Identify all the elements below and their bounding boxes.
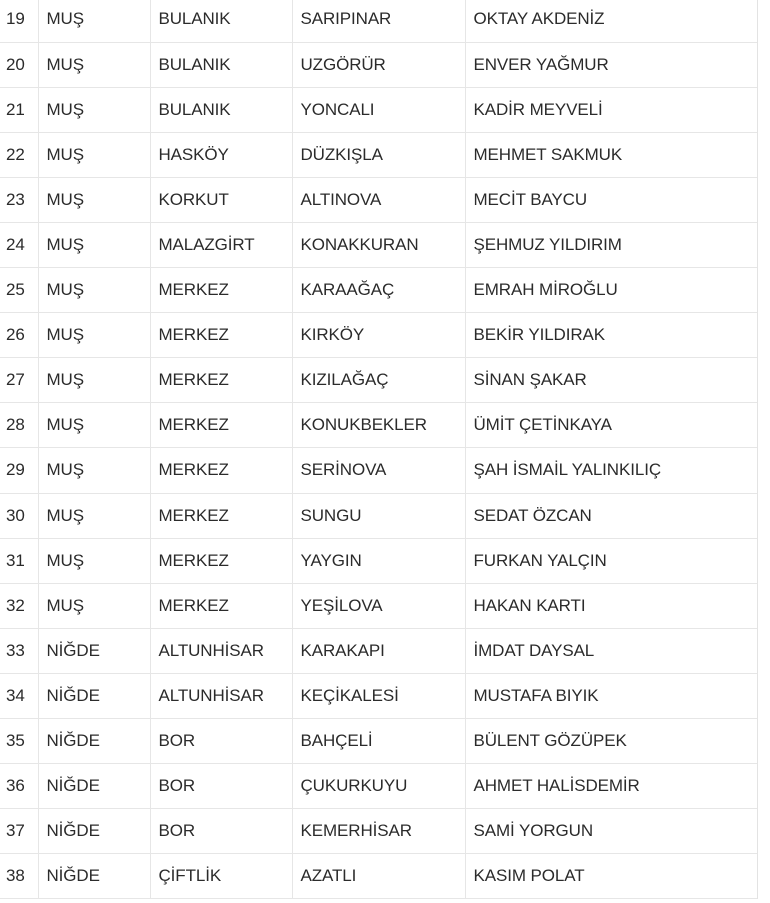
province-cell: NİĞDE bbox=[38, 719, 150, 764]
name-cell: ŞAH İSMAİL YALINKILIÇ bbox=[465, 448, 757, 493]
province-cell: MUŞ bbox=[38, 222, 150, 267]
village-cell: KIZILAĞAÇ bbox=[292, 358, 465, 403]
village-cell: ÇUKURKUYU bbox=[292, 764, 465, 809]
name-cell: ENVER YAĞMUR bbox=[465, 42, 757, 87]
row-number: 35 bbox=[0, 719, 38, 764]
row-number: 28 bbox=[0, 403, 38, 448]
province-cell: MUŞ bbox=[38, 403, 150, 448]
district-cell: BULANIK bbox=[150, 0, 292, 42]
name-cell: EMRAH MİROĞLU bbox=[465, 268, 757, 313]
row-number: 36 bbox=[0, 764, 38, 809]
village-cell: UZGÖRÜR bbox=[292, 42, 465, 87]
name-cell: MUSTAFA BIYIK bbox=[465, 673, 757, 718]
village-cell: AZATLI bbox=[292, 854, 465, 899]
district-cell: BOR bbox=[150, 719, 292, 764]
row-number: 37 bbox=[0, 809, 38, 854]
name-cell: AHMET HALİSDEMİR bbox=[465, 764, 757, 809]
table-row bbox=[0, 358, 757, 403]
table-row bbox=[0, 0, 757, 42]
province-cell: NİĞDE bbox=[38, 809, 150, 854]
name-cell: ÜMİT ÇETİNKAYA bbox=[465, 403, 757, 448]
row-number: 20 bbox=[0, 42, 38, 87]
village-cell: KONAKKURAN bbox=[292, 222, 465, 267]
row-number: 27 bbox=[0, 358, 38, 403]
province-cell: MUŞ bbox=[38, 448, 150, 493]
village-cell: KIRKÖY bbox=[292, 313, 465, 358]
table-row bbox=[0, 448, 757, 493]
table-row bbox=[0, 809, 757, 854]
province-cell: MUŞ bbox=[38, 538, 150, 583]
district-cell: MERKEZ bbox=[150, 583, 292, 628]
table-row bbox=[0, 854, 757, 899]
table-row bbox=[0, 403, 757, 448]
district-cell: MERKEZ bbox=[150, 268, 292, 313]
province-cell: NİĞDE bbox=[38, 764, 150, 809]
name-cell: FURKAN YALÇIN bbox=[465, 538, 757, 583]
row-number: 30 bbox=[0, 493, 38, 538]
province-cell: MUŞ bbox=[38, 313, 150, 358]
name-cell: OKTAY AKDENİZ bbox=[465, 0, 757, 42]
name-cell: ŞEHMUZ YILDIRIM bbox=[465, 222, 757, 267]
table-row bbox=[0, 42, 757, 87]
province-cell: MUŞ bbox=[38, 493, 150, 538]
row-number: 38 bbox=[0, 854, 38, 899]
district-cell: ALTUNHİSAR bbox=[150, 673, 292, 718]
table-row bbox=[0, 719, 757, 764]
district-cell: ALTUNHİSAR bbox=[150, 628, 292, 673]
district-cell: MERKEZ bbox=[150, 313, 292, 358]
province-cell: NİĞDE bbox=[38, 628, 150, 673]
village-cell: SARIPINAR bbox=[292, 0, 465, 42]
table-row bbox=[0, 583, 757, 628]
row-number: 21 bbox=[0, 87, 38, 132]
district-cell: MERKEZ bbox=[150, 403, 292, 448]
district-cell: BOR bbox=[150, 809, 292, 854]
table-row bbox=[0, 222, 757, 267]
table-row bbox=[0, 87, 757, 132]
row-number: 25 bbox=[0, 268, 38, 313]
name-cell: SAMİ YORGUN bbox=[465, 809, 757, 854]
district-cell: MERKEZ bbox=[150, 493, 292, 538]
name-cell: BEKİR YILDIRAK bbox=[465, 313, 757, 358]
village-cell: DÜZKIŞLA bbox=[292, 132, 465, 177]
province-cell: MUŞ bbox=[38, 268, 150, 313]
row-number: 31 bbox=[0, 538, 38, 583]
district-cell: BULANIK bbox=[150, 87, 292, 132]
table-row bbox=[0, 493, 757, 538]
province-cell: MUŞ bbox=[38, 132, 150, 177]
village-cell: BAHÇELİ bbox=[292, 719, 465, 764]
village-cell: SUNGU bbox=[292, 493, 465, 538]
name-cell: MEHMET SAKMUK bbox=[465, 132, 757, 177]
table-row bbox=[0, 132, 757, 177]
table-row bbox=[0, 673, 757, 718]
village-cell: KEMERHİSAR bbox=[292, 809, 465, 854]
village-cell: KONUKBEKLER bbox=[292, 403, 465, 448]
district-cell: MERKEZ bbox=[150, 358, 292, 403]
district-cell: BOR bbox=[150, 764, 292, 809]
name-cell: KADİR MEYVELİ bbox=[465, 87, 757, 132]
village-cell: YONCALI bbox=[292, 87, 465, 132]
table-row bbox=[0, 268, 757, 313]
district-cell: HASKÖY bbox=[150, 132, 292, 177]
province-cell: NİĞDE bbox=[38, 854, 150, 899]
village-cell: KARAKAPI bbox=[292, 628, 465, 673]
row-number: 26 bbox=[0, 313, 38, 358]
row-number: 19 bbox=[0, 0, 38, 42]
row-number: 34 bbox=[0, 673, 38, 718]
district-cell: ÇİFTLİK bbox=[150, 854, 292, 899]
village-cell: ALTINOVA bbox=[292, 177, 465, 222]
table-row bbox=[0, 538, 757, 583]
row-number: 24 bbox=[0, 222, 38, 267]
district-cell: MERKEZ bbox=[150, 448, 292, 493]
name-cell: MECİT BAYCU bbox=[465, 177, 757, 222]
province-cell: MUŞ bbox=[38, 42, 150, 87]
village-cell: YEŞİLOVA bbox=[292, 583, 465, 628]
village-cell: YAYGIN bbox=[292, 538, 465, 583]
district-cell: BULANIK bbox=[150, 42, 292, 87]
district-cell: KORKUT bbox=[150, 177, 292, 222]
row-number: 33 bbox=[0, 628, 38, 673]
district-cell: MERKEZ bbox=[150, 538, 292, 583]
village-cell: KARAAĞAÇ bbox=[292, 268, 465, 313]
table-row bbox=[0, 313, 757, 358]
row-number: 29 bbox=[0, 448, 38, 493]
name-cell: BÜLENT GÖZÜPEK bbox=[465, 719, 757, 764]
district-cell: MALAZGİRT bbox=[150, 222, 292, 267]
name-cell: HAKAN KARTI bbox=[465, 583, 757, 628]
name-cell: İMDAT DAYSAL bbox=[465, 628, 757, 673]
province-cell: MUŞ bbox=[38, 583, 150, 628]
name-cell: SEDAT ÖZCAN bbox=[465, 493, 757, 538]
province-cell: MUŞ bbox=[38, 177, 150, 222]
table-row bbox=[0, 764, 757, 809]
name-cell: SİNAN ŞAKAR bbox=[465, 358, 757, 403]
table-row bbox=[0, 628, 757, 673]
row-number: 22 bbox=[0, 132, 38, 177]
village-cell: KEÇİKALESİ bbox=[292, 673, 465, 718]
village-cell: SERİNOVA bbox=[292, 448, 465, 493]
row-number: 32 bbox=[0, 583, 38, 628]
table-row bbox=[0, 177, 757, 222]
name-cell: KASIM POLAT bbox=[465, 854, 757, 899]
province-cell: NİĞDE bbox=[38, 673, 150, 718]
province-cell: MUŞ bbox=[38, 358, 150, 403]
province-cell: MUŞ bbox=[38, 0, 150, 42]
row-number: 23 bbox=[0, 177, 38, 222]
province-cell: MUŞ bbox=[38, 87, 150, 132]
